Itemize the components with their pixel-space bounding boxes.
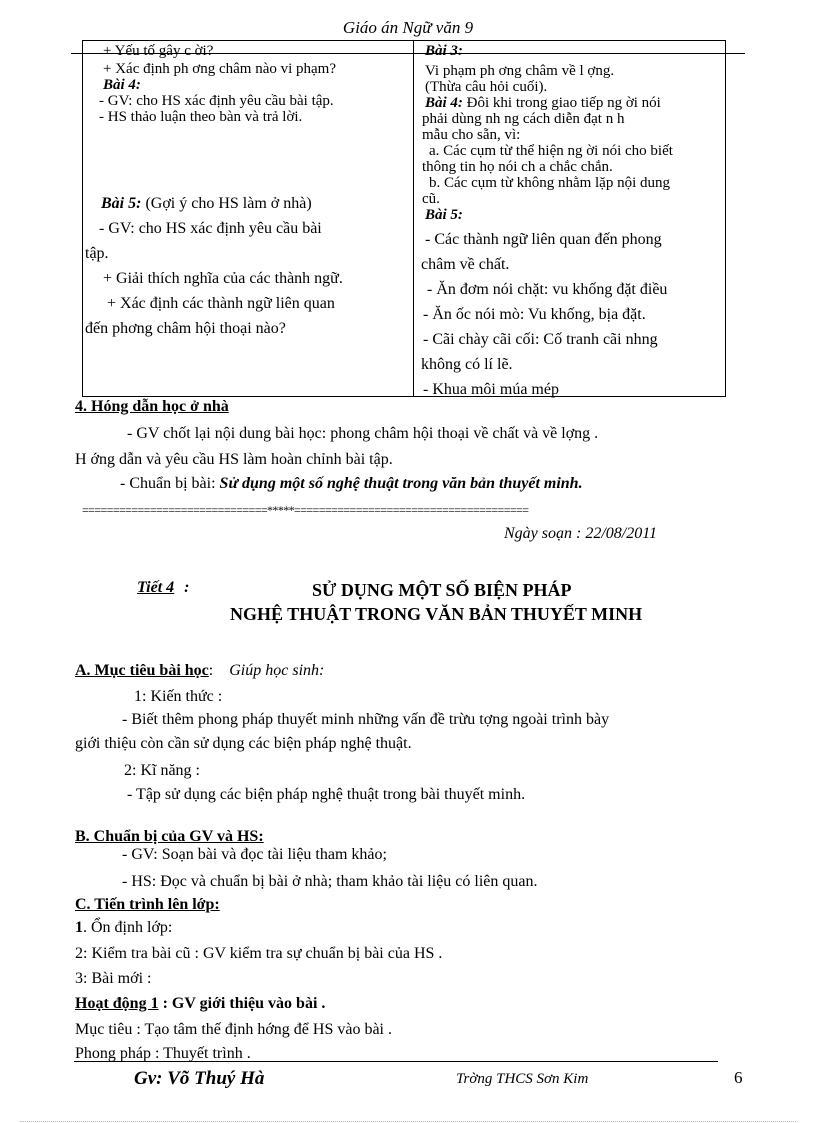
page-header-title: Giáo án Ngữ văn 9 <box>342 18 474 37</box>
footer-school: Trờng THCS Sơn Kim <box>456 1071 589 1087</box>
next-lesson-title: Sử dụng một số nghệ thuật trong văn bản thuyết minh. <box>219 475 583 492</box>
lesson-label: Tiết 4 <box>137 579 175 596</box>
section-a-subtitle: Giúp học sinh: <box>229 662 325 679</box>
right-line: a. Các cụm từ thể hiện ng ời nói cho biết <box>429 143 673 159</box>
preparation-date: Ngày soạn : 22/08/2011 <box>504 525 658 542</box>
right-line: - Cãi chày cãi cối: Cố tranh cãi nhng <box>423 331 658 348</box>
knowledge-text: giới thiệu còn cần sử dụng các biện pháp nghệ thuật. <box>75 735 412 752</box>
footer-teacher: Gv: Võ Thuý Hà <box>134 1068 265 1089</box>
page-number: 6 <box>734 1068 743 1087</box>
section-a-colon: : <box>208 662 214 679</box>
right-line: phải dùng nh ng cách diễn đạt n h <box>422 111 625 127</box>
page-bottom-dotted-rule <box>20 1121 796 1122</box>
step-text: 2: Kiểm tra bài cũ : GV kiểm tra sự chuẩn bị bài của HS . <box>75 945 443 962</box>
left-line: - HS thảo luận theo bàn và trả lời. <box>99 109 303 125</box>
table-left-column <box>99 43 336 125</box>
skill-heading: 2: Kĩ năng : <box>124 762 200 779</box>
homework-prepare-label: - Chuẩn bị bài: <box>120 475 220 492</box>
homework-line: H ớng dẫn và yêu cầu HS làm hoàn chỉnh bài tập. <box>75 451 393 468</box>
right-line: mẫu cho sẵn, vì: <box>422 127 521 143</box>
table-right-column-lower <box>421 227 668 398</box>
activity-goal: Mục tiêu : Tạo tâm thế định hớng để HS vào bài . <box>75 1021 392 1038</box>
lesson-table <box>82 40 726 397</box>
left-line: - GV: cho HS xác định yêu cầu bài tập. <box>99 93 334 109</box>
table-left-column-lower <box>85 191 343 341</box>
activity-label: Hoạt động 1 <box>75 995 159 1012</box>
footer-rule <box>74 1061 718 1062</box>
homework-heading: 4. Hóng dẫn học ở nhà <box>75 398 229 415</box>
right-line: thông tin họ nói ch a chắc chắn. <box>422 159 613 175</box>
section-b-hs: - HS: Đọc và chuẩn bị bài ở nhà; tham khảo tài liệu có liên quan. <box>122 873 538 890</box>
section-c-heading: C. Tiến trình lên lớp: <box>75 896 220 913</box>
right-line: không có lí lẽ. <box>421 356 513 373</box>
activity-method: Phong pháp : Thuyết trình . <box>75 1045 251 1062</box>
section-b-heading: B. Chuẩn bị của GV và HS: <box>75 828 264 845</box>
lesson-title-line2: NGHỆ THUẬT TRONG VĂN BẢN THUYẾT MINH <box>230 604 643 624</box>
skill-text: - Tập sử dụng các biện pháp nghệ thuật trong bài thuyết minh. <box>127 786 526 803</box>
right-line: (Thừa câu hỏi cuối). <box>425 79 548 95</box>
right-line: Vi phạm ph ơng châm về l ợng. <box>425 63 615 79</box>
activity-text: : GV giới thiệu vào bài . <box>162 995 326 1012</box>
left-line: (Gợi ý cho HS làm ở nhà) <box>145 195 312 212</box>
right-line-heading: Bài 5: <box>425 207 463 223</box>
right-line: Đôi khi trong giao tiếp ng ời nói <box>466 95 661 111</box>
knowledge-heading: 1: Kiến thức : <box>134 688 223 705</box>
lesson-title-line1: SỬ DỤNG MỘT SỐ BIỆN PHÁP <box>312 580 572 600</box>
section-separator: ==============================*****====================================== <box>82 503 529 517</box>
left-line: - GV: cho HS xác định yêu cầu bài <box>99 220 322 237</box>
right-line-heading: Bài 3: <box>425 43 463 59</box>
right-line: - Ăn ốc nói mò: Vu khống, bịa đặt. <box>423 306 646 323</box>
knowledge-text: - Biết thêm phong pháp thuyết minh những vấn đề trừu tợng ngoài trình bày <box>122 711 610 728</box>
section-b-gv: - GV: Soạn bài và đọc tài liệu tham khảo; <box>122 846 387 863</box>
left-line: + Giải thích nghĩa của các thành ngữ. <box>103 270 343 287</box>
right-line: cũ. <box>422 191 440 207</box>
left-line: đến phơng châm hội thoại nào? <box>85 320 286 337</box>
right-line: châm về chất. <box>421 256 510 273</box>
left-line: + Xác định ph ơng châm nào vi phạm? <box>103 61 336 77</box>
left-line: + Yếu tố gây c ời? <box>103 43 214 59</box>
step-text: 3: Bài mới : <box>75 970 152 987</box>
right-line-heading: Bài 4: <box>425 95 463 111</box>
lesson-label-colon: : <box>184 579 190 596</box>
left-line-heading: Bài 5: <box>101 195 142 212</box>
left-line: tập. <box>85 245 109 262</box>
table-column-divider <box>413 41 414 396</box>
right-line: - Các thành ngữ liên quan đến phong <box>425 231 662 248</box>
step-text: . Ổn định lớp: <box>83 919 173 936</box>
section-a-heading: A. Mục tiêu bài học <box>75 662 209 679</box>
table-right-column <box>422 43 673 223</box>
right-line: - Khua môi múa mép <box>423 381 559 398</box>
step-number: 1 <box>75 919 83 936</box>
left-line: + Xác định các thành ngữ liên quan <box>107 295 335 312</box>
left-line-heading: Bài 4: <box>103 77 141 93</box>
right-line: b. Các cụm từ không nhằm lặp nội dung <box>429 175 671 191</box>
right-line: - Ăn đơm nói chặt: vu khống đặt điều <box>427 281 668 298</box>
homework-line: - GV chốt lại nội dung bài học: phong châm hội thoại về chất và về lợng . <box>127 425 599 442</box>
